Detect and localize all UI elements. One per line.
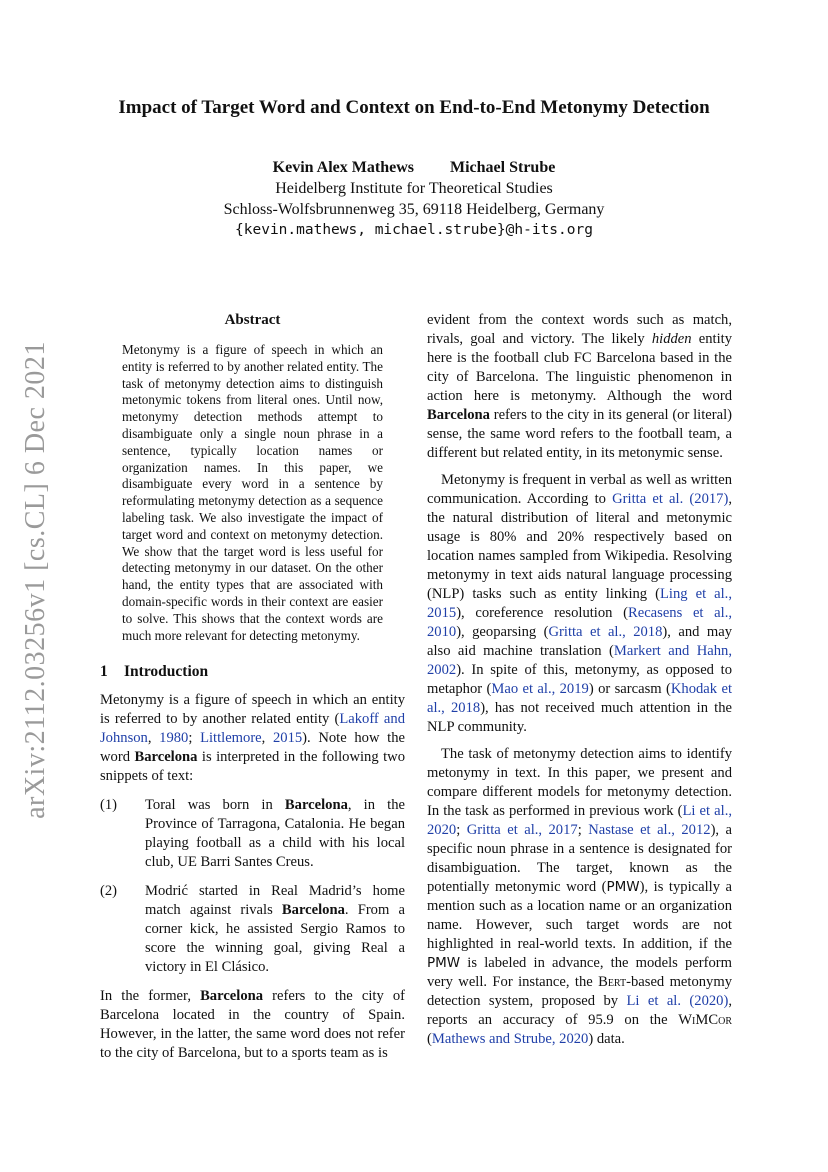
citation-link[interactable]: Recasens et al., 2010	[427, 605, 732, 640]
text-run: ). In spite of this, metonymy, as opposed to metaphor (	[427, 662, 732, 697]
text-run: ), geoparsing (	[456, 624, 549, 640]
example-1	[100, 796, 405, 872]
abstract-heading: Abstract	[224, 312, 281, 328]
text-run: ), and may also aid machine translation (	[427, 624, 732, 659]
text-run: Metonymy is frequent in verbal as well as written communication. According to	[427, 472, 732, 507]
citation-link[interactable]: Littlemore	[200, 730, 262, 747]
text-run: In the former,	[100, 988, 201, 1005]
abstract-text: Metonymy is a figure of speech in which an entity is referred to by another related entity. The task of metonymy detection aims to distinguish metonymic tokens from literal ones. Until now, metonymy detection methods attempt to disambiguate only a single noun phrase in a sentence, typically location names or organization names. In this paper, we disambiguate every word in a sentence by reformulating metonymy detection as a sequence labeling task. We also investigate the impact of target word and context on metonymy detection. We show that the target word is less useful for detecting metonymy in our dataset. On the other hand, the entity types that are associated with domain-specific words in their context are easier to solve. This shows that the context words are much more relevant for detecting metonymy.	[122, 342, 383, 643]
text-run: entity here is the football club FC Barcelona based in the city of Barcelona. The linguistic phenomenon in action here is metonymy. Although the word	[427, 331, 732, 404]
system-name: WiMCor	[678, 1012, 732, 1028]
italic-term: hidden	[651, 331, 692, 347]
text-run: ), a specific noun phrase in a sentence is designated for disambiguation. The target, known as the potentially metonymic word (	[427, 822, 733, 895]
bold-term: Barcelona	[200, 988, 264, 1005]
text-run: Metonymy is a figure of speech in which an entity is referred to by another related entity (	[100, 692, 405, 728]
text-run: Toral was born in	[145, 797, 285, 814]
example-number: (1)	[100, 797, 118, 814]
bold-term: Barcelona	[281, 902, 345, 919]
system-name: Bert	[598, 974, 627, 990]
citation-link[interactable]: Lakoff and Johnson	[100, 711, 405, 747]
affiliation: Heidelberg Institute for Theoretical Studies	[275, 180, 553, 197]
text-run: ;	[456, 822, 467, 838]
acronym: PMW	[606, 879, 640, 895]
address: Schloss-Wolfsbrunnenweg 35, 69118 Heidelberg, Germany	[223, 201, 605, 218]
citation-link[interactable]: Khodak et al., 2018	[427, 681, 732, 716]
section-heading	[100, 662, 405, 681]
citation-link[interactable]: Gritta et al., 2017	[466, 822, 578, 838]
acronym: PMW	[427, 955, 461, 971]
bold-term: Barcelona	[427, 407, 490, 423]
body-paragraph-continued	[427, 311, 732, 463]
text-run: ;	[188, 730, 201, 747]
text-run: ,	[147, 730, 160, 747]
text-run: is labeled in advance, the models perform very well. For instance, the	[427, 955, 732, 990]
intro-paragraph	[100, 691, 405, 786]
citation-link[interactable]: Mathews and Strube, 2020	[431, 1031, 589, 1047]
example-number: (2)	[100, 883, 118, 900]
citation-link[interactable]: Li et al., 2020	[427, 803, 732, 838]
arxiv-identifier-text: arXiv:2112.03256v1 [cs.CL] 6 Dec 2021	[20, 341, 52, 819]
text-run: refers to the city of Barcelona located in the country of Spain. However, in the latter, the same word does not refer to the city of Barcelona, but to a sports team as is	[100, 988, 405, 1062]
author-block	[60, 157, 768, 241]
citation-link[interactable]: Ling et al., 2015	[427, 586, 732, 621]
citation-link[interactable]: Mao et al., 2019	[491, 681, 589, 697]
arxiv-identifier	[8, 340, 64, 820]
text-run: ), is typically a mention such as a location name or an organization name. However, such target words are not highlighted in real-world texts. In addition, if the	[427, 879, 732, 952]
text-run: is interpreted in the following two snippets of text:	[100, 749, 405, 785]
example-text	[145, 796, 405, 872]
text-run: ), has not received much attention in the NLP community.	[427, 700, 733, 735]
text-run: , in the Province of Tarragona, Catalonia. He began playing football as a child with his local club, UE Barri Santes Creus.	[145, 797, 405, 871]
text-run: ), coreference resolution (	[456, 605, 628, 621]
section-number: 1	[100, 663, 108, 681]
text-run: , the natural distribution of literal and metonymic usage is 80% and 20% respectively based on location names sampled from Wikipedia. Resolving metonymy in text aids natural language processing (NLP) tasks such as entity linking (	[427, 491, 732, 602]
text-run: The task of metonymy detection aims to identify metonymy in text. In this paper, we present and compare different models for metonymy detection. In the task as performed in previous work (	[427, 746, 732, 819]
text-run: -based metonymy detection system, proposed by	[427, 974, 732, 1009]
body-paragraph	[427, 471, 732, 737]
bold-term: Barcelona	[284, 797, 348, 814]
citation-link[interactable]: Li et al. (2020)	[626, 993, 729, 1009]
text-run: ,	[261, 730, 273, 747]
author-name: Michael Strube	[450, 159, 556, 176]
text-run: (	[427, 1031, 432, 1047]
text-run: evident from the context words such as match, rivals, goal and victory. The likely	[427, 312, 732, 347]
citation-link[interactable]: Gritta et al., 2018	[548, 624, 663, 640]
text-run: . From a corner kick, he assisted Sergio Ramos to score the winning goal, giving Real a victory in El Clásico.	[145, 902, 405, 976]
text-run: Modrić started in Real Madrid’s home match against rivals	[145, 883, 405, 919]
citation-link[interactable]: 2015	[272, 730, 303, 747]
body-paragraph	[100, 987, 405, 1063]
paper-title: Impact of Target Word and Context on End-to-End Metonymy Detection	[118, 97, 710, 118]
citation-link[interactable]: Nastase et al., 2012	[588, 822, 711, 838]
text-run: refers to the city in its general (or literal) sense, the same word refers to the football team, a different but related entity, in its metonymic sense.	[427, 407, 732, 461]
author-name: Kevin Alex Mathews	[272, 159, 414, 176]
text-run	[692, 331, 699, 347]
text-run: ) or sarcasm (	[588, 681, 671, 697]
citation-link[interactable]: 1980	[159, 730, 189, 747]
text-run: ) data.	[588, 1031, 625, 1047]
example-2	[100, 882, 405, 977]
citation-link[interactable]: Markert and Hahn, 2002	[427, 643, 732, 678]
body-paragraph	[427, 745, 732, 1049]
email: {kevin.mathews, michael.strube}@h-its.org	[235, 222, 593, 238]
section-title: Introduction	[124, 663, 209, 681]
right-column	[427, 311, 732, 1049]
bold-term: Barcelona	[134, 749, 198, 766]
text-run: ). Note how the word	[100, 730, 405, 766]
citation-link[interactable]: Gritta et al. (2017)	[612, 491, 729, 507]
author-names	[60, 157, 768, 178]
left-column	[100, 311, 405, 1063]
text-run: , reports an accuracy of 95.9 on the	[427, 993, 732, 1028]
example-text	[145, 882, 405, 977]
text-run: ;	[577, 822, 589, 838]
